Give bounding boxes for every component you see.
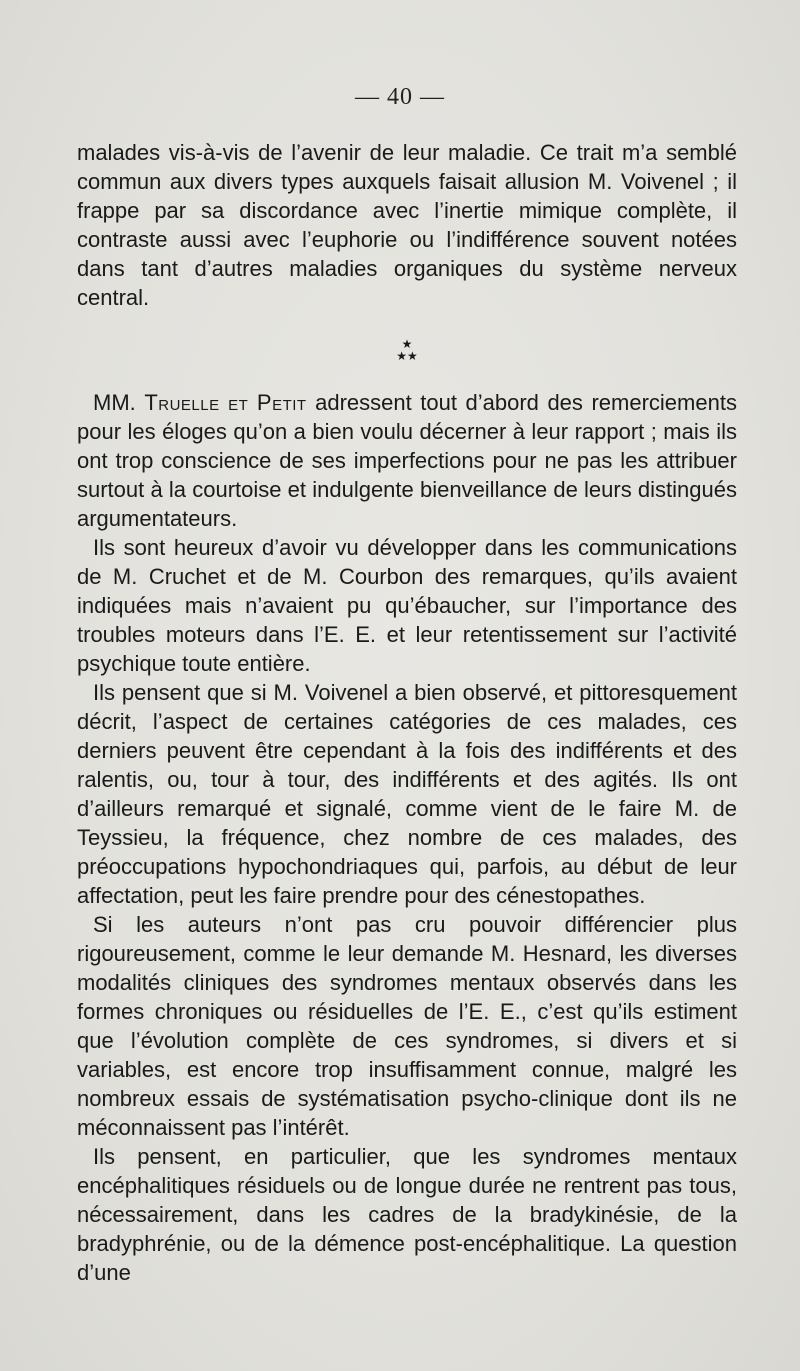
page-body bbox=[77, 138, 737, 1287]
paragraph-4: Ils pensent que si M. Voivenel a bien observé, et pittoresquement décrit, l’aspect de certaines catégories de ces malades, ces derniers peuvent être cependant à la fois des indifférents et des ralentis, ou, tour à tour, des indifférents et des agités. Ils ont d’ailleurs remarqué et signalé, comme vient de le faire M. de Teyssieu, la fréquence, chez nombre de ces malades, des préoccupations hypochondriaques qui, parfois, au début de leur affectation, peut les faire prendre pour des cénestopathes. bbox=[77, 680, 737, 908]
paragraph-3: Ils sont heureux d’avoir vu développer dans les communications de M. Cruchet et de M. Courbon des remarques, qu’ils avaient indiquées mais n’avaient pu qu’ébaucher, sur l’importance des troubles moteurs dans l’E. E. et leur retentissement sur l’activité psychique toute entière. bbox=[77, 535, 737, 676]
paragraph-2-text: adressent tout d’abord des remerciements pour les éloges qu’on a bien voulu décerner à leur rapport ; mais ils ont trop conscience de ses imperfections pour ne pas les attribuer surtout à la courtoise et indulgente bienveillance de leurs distingués argumentateurs. bbox=[77, 390, 737, 531]
author-petit: Petit bbox=[256, 390, 307, 415]
page-number: — 40 — bbox=[355, 84, 445, 110]
paragraph-5: Si les auteurs n’ont pas cru pouvoir différencier plus rigoureusement, comme le leur demande M. Hesnard, les diverses modalités cliniques des syndromes mentaux observés dans les formes chroniques ou résiduelles de l’E. E., c’est qu’ils estiment que l’évolution complète de ces syndromes, si divers et si variables, est encore trop insuffisamment connue, malgré les nombreux essais de systématisation psycho-clinique dont ils ne méconnaissent pas l’intérêt. bbox=[77, 912, 737, 1140]
author-truelle: Truelle bbox=[144, 390, 220, 415]
asterism-top: ★ bbox=[401, 337, 413, 351]
asterism-bottom: ★★ bbox=[396, 349, 418, 363]
section-separator bbox=[77, 338, 737, 362]
paragraph-6: Ils pensent, en particulier, que les syndromes mentaux encéphalitiques résiduels ou de longue durée ne rentrent pas tous, nécessairement, dans les cadres de la bradykinésie, de la bradyphrénie, ou de la démence post-encéphalitique. La question d’une bbox=[77, 1144, 737, 1285]
conjunction-et: et bbox=[228, 390, 249, 415]
paragraph-1: malades vis-à-vis de l’avenir de leur maladie. Ce trait m’a semblé commun aux divers types auxquels faisait allusion M. Voivenel ; il frappe par sa discordance avec l’inertie mimique complète, il contraste aussi avec l’euphorie ou l’indifférence souvent notées dans tant d’autres maladies organiques du système nerveux central. bbox=[77, 140, 737, 310]
paragraph-2 bbox=[77, 388, 737, 533]
paragraph-2-lead: MM. bbox=[93, 390, 136, 415]
